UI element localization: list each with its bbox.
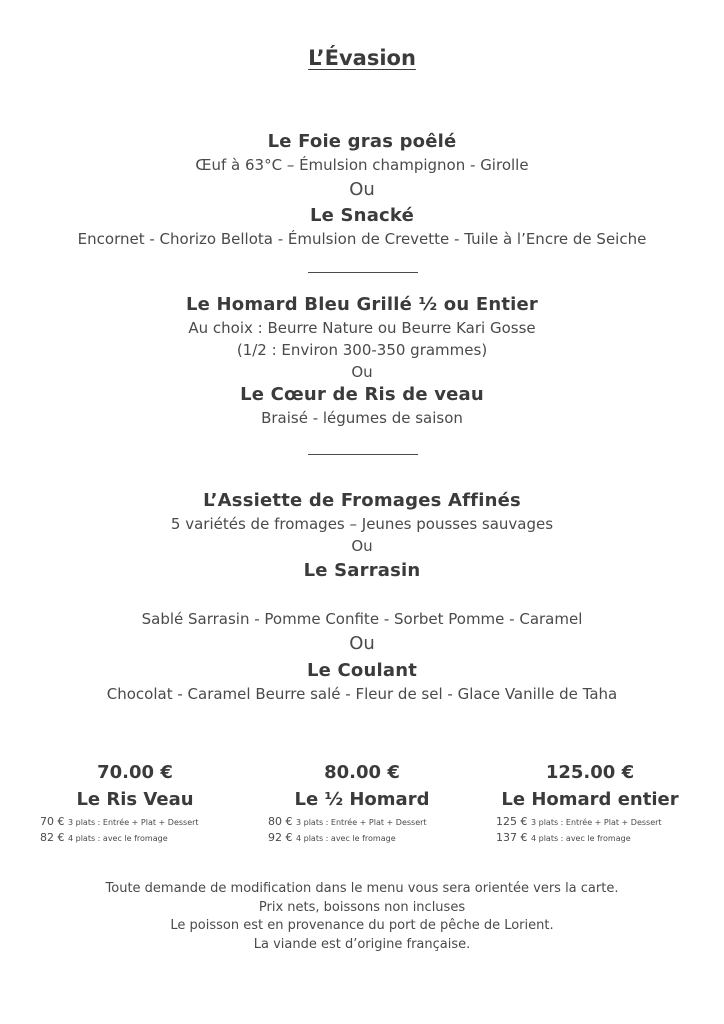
formula-price: 70.00 € [97,762,173,783]
main-2-name: Le Cœur de Ris de veau [240,384,484,405]
main-1-name: Le Homard Bleu Grillé ½ ou Entier [185,294,539,315]
main-1-description-line1: Au choix : Beurre Nature ou Beurre Kari Gosse [188,319,536,337]
formula-option-4-courses [268,831,456,844]
cheese-name: L’Assiette de Fromages Affinés [203,490,521,511]
formula-name: Le Ris Veau [76,789,194,810]
formula-price: 125.00 € [545,762,635,783]
starter-1-description: Œuf à 63°C – Émulsion champignon - Girolle [195,156,529,174]
main-1-description-line2: (1/2 : Environ 300-350 grammes) [236,341,488,359]
section-divider-2 [308,454,418,455]
starter-or-label: Ou [349,179,375,200]
section-divider-1 [308,272,418,273]
option-detail: 3 plats : Entrée + Plat + Dessert [68,818,199,827]
option-price: 70 € [40,815,65,828]
formula-ris-veau [40,762,230,844]
dessert-coulant-description: Chocolat - Caramel Beurre salé - Fleur de sel - Glace Vanille de Taha [106,685,618,703]
cheese-or-label: Ou [351,537,373,555]
menu-title: L’Évasion [308,46,416,70]
option-price: 80 € [268,815,293,828]
dessert-or-label: Ou [349,633,375,654]
formula-name: Le ½ Homard [294,789,430,810]
option-detail: 4 plats : avec le fromage [296,834,396,843]
starter-2-name: Le Snacké [309,205,415,226]
option-detail: 3 plats : Entrée + Plat + Dessert [296,818,427,827]
formula-option-3-courses [40,815,230,828]
option-detail: 3 plats : Entrée + Plat + Dessert [531,818,662,827]
starter-2-description: Encornet - Chorizo Bellota - Émulsion de Crevette - Tuile à l’Encre de Seiche [77,230,647,248]
option-price: 92 € [268,831,293,844]
option-detail: 4 plats : avec le fromage [68,834,168,843]
formula-option-3-courses [496,815,684,828]
formula-price: 80.00 € [324,762,400,783]
main-or-label: Ou [351,363,373,381]
starter-1-name: Le Foie gras poêlé [267,131,457,152]
dessert-sarrasin-description: Sablé Sarrasin - Pomme Confite - Sorbet Pomme - Caramel [141,610,583,628]
dessert-coulant-name: Le Coulant [306,660,418,681]
footer-fish-origin: Le poisson est en provenance du port de pêche de Lorient. [170,918,554,933]
formula-homard-entier [496,762,684,844]
option-price: 125 € [496,815,528,828]
formula-option-4-courses [40,831,230,844]
main-2-description: Braisé - légumes de saison [261,409,463,427]
formula-demi-homard [268,762,456,844]
footer-modification-note: Toute demande de modification dans le menu vous sera orientée vers la carte. [105,881,619,896]
option-price: 137 € [496,831,528,844]
option-price: 82 € [40,831,65,844]
option-detail: 4 plats : avec le fromage [531,834,631,843]
formula-option-3-courses [268,815,456,828]
formula-name: Le Homard entier [501,789,679,810]
footer-meat-origin: La viande est d’origine française. [253,937,471,952]
formula-option-4-courses [496,831,684,844]
footer-prices-note: Prix nets, boissons non incluses [258,900,466,915]
cheese-description: 5 variétés de fromages – Jeunes pousses sauvages [170,515,554,533]
dessert-sarrasin-name: Le Sarrasin [303,560,421,581]
